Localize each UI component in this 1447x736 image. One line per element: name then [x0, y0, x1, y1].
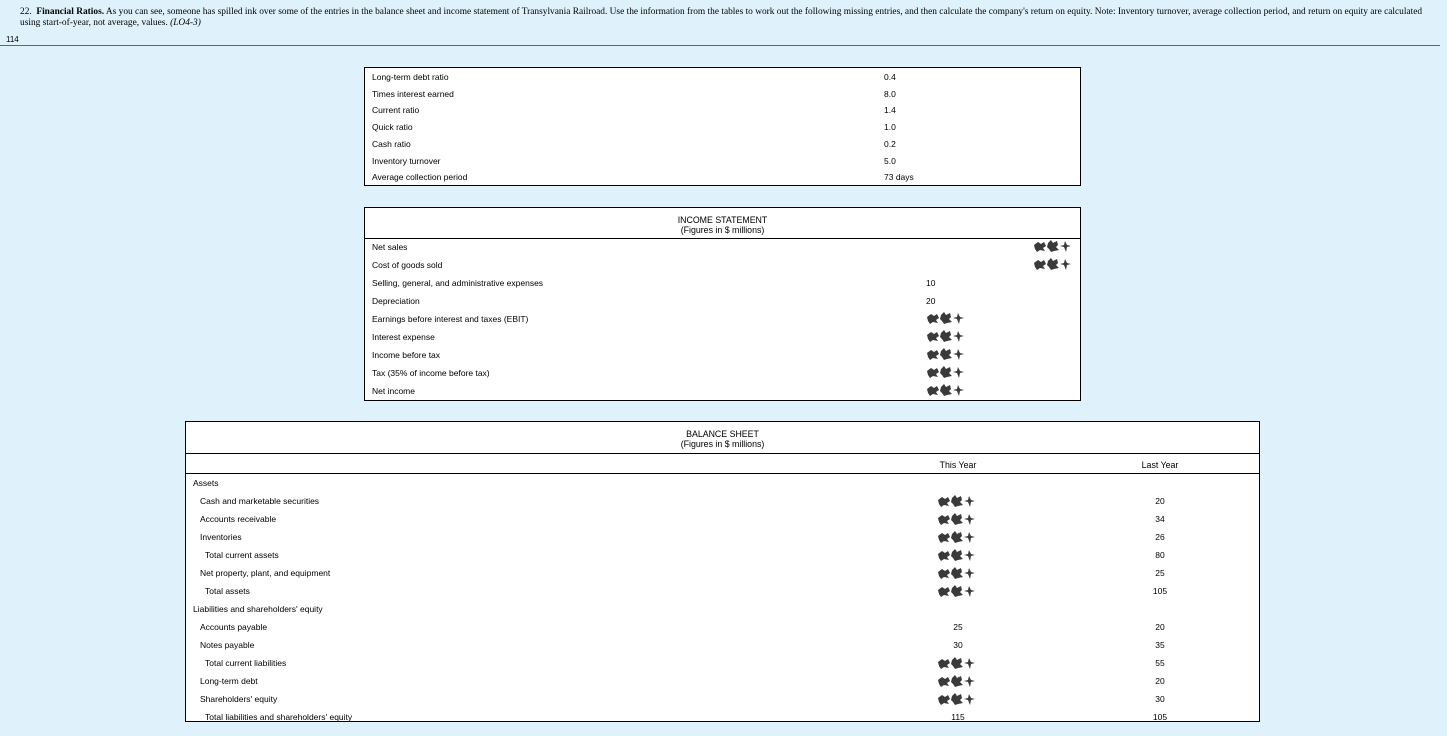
ratio-label: Times interest earned — [372, 88, 454, 99]
ratio-label: Current ratio — [372, 105, 420, 116]
ink-blot-icon — [925, 347, 965, 361]
income-statement-table — [364, 207, 1081, 401]
learning-objective: (LO4-3) — [170, 18, 201, 28]
last-year-value: 30 — [1155, 694, 1165, 704]
last-year-value: 105 — [1152, 712, 1168, 722]
ink-blot-icon — [925, 383, 965, 397]
ink-blot-icon — [1032, 257, 1072, 271]
ink-blot-icon — [936, 566, 976, 580]
balance-label: Total current assets — [205, 550, 279, 560]
ratio-value: 5.0 — [884, 155, 896, 166]
balance-label: Accounts receivable — [200, 514, 277, 524]
col-header-last-year: Last Year — [1141, 460, 1179, 470]
ratio-label: Cash ratio — [372, 138, 411, 149]
last-year-value: 20 — [1155, 622, 1165, 632]
ink-blot-icon — [936, 674, 976, 688]
income-label: Interest expense — [372, 332, 435, 342]
ink-blot-icon — [936, 584, 976, 598]
divider — [186, 453, 1259, 454]
balance-label: Cash and marketable securities — [200, 496, 320, 506]
ink-blot-icon — [936, 656, 976, 670]
income-label: Net sales — [372, 242, 408, 252]
this-year-value: 25 — [953, 622, 963, 632]
balance-label: Long-term debt — [200, 676, 258, 686]
balance-sheet-table — [185, 421, 1260, 722]
problem-number: 22. — [20, 7, 32, 17]
ratio-value: 8.0 — [884, 88, 896, 99]
balance-label: Shareholders' equity — [200, 694, 278, 704]
balance-label: Net property, plant, and equipment — [200, 568, 331, 578]
ink-blot-icon — [936, 692, 976, 706]
income-label: Tax (35% of income before tax) — [372, 368, 490, 378]
ink-blot-icon — [1032, 239, 1072, 253]
ink-blot-icon — [925, 311, 965, 325]
ratio-label: Inventory turnover — [372, 155, 441, 166]
last-year-value: 20 — [1155, 496, 1165, 506]
this-year-value: 115 — [951, 712, 965, 722]
ink-blot-icon — [936, 512, 976, 526]
balance-label: Notes payable — [200, 640, 255, 650]
balance-label: Total assets — [205, 586, 250, 596]
last-year-value: 80 — [1155, 550, 1165, 560]
ink-blot-icon — [925, 329, 965, 343]
last-year-value: 35 — [1155, 640, 1165, 650]
ratio-label: Quick ratio — [372, 122, 413, 133]
income-value: 10 — [926, 278, 936, 288]
ratios-table — [364, 67, 1081, 186]
ink-blot-icon — [925, 365, 965, 379]
income-label: Earnings before interest and taxes (EBIT) — [372, 314, 529, 324]
ratio-label: Average collection period — [372, 172, 468, 183]
income-statement-title: INCOME STATEMENT — [677, 215, 768, 225]
balance-sheet-subtitle: (Figures in $ millions) — [680, 439, 765, 449]
income-label: Income before tax — [372, 350, 441, 360]
last-year-value: 34 — [1155, 514, 1165, 524]
last-year-value: 55 — [1155, 658, 1165, 668]
balance-label: Assets — [193, 478, 219, 488]
ratio-value: 0.4 — [884, 72, 896, 82]
income-label: Cost of goods sold — [372, 260, 443, 270]
ratio-value: 0.2 — [884, 138, 896, 149]
last-year-value: 26 — [1155, 532, 1165, 542]
last-year-value: 25 — [1155, 568, 1165, 578]
problem-statement — [20, 7, 1440, 29]
balance-label: Inventories — [200, 532, 242, 542]
ink-blot-icon — [936, 530, 976, 544]
divider — [365, 238, 1080, 239]
problem-text: As you can see, someone has spilled ink over some of the entries in the balance sheet and income statement of Transylvania Railroad. Use the information from the tables to work out the following missing entries, and then calculate the company's return on equity. Note: Inventory turnover, average collection period, and return on equity are calculated using start-of-year, not average, values. — [20, 7, 1423, 28]
income-label: Net income — [372, 386, 415, 396]
ink-blot-icon — [936, 548, 976, 562]
last-year-value: 105 — [1152, 586, 1168, 596]
this-year-value: 30 — [953, 640, 963, 650]
last-year-value: 20 — [1155, 676, 1165, 686]
divider — [186, 473, 1259, 474]
income-label: Depreciation — [372, 296, 420, 306]
balance-label: Liabilities and shareholders' equity — [193, 604, 323, 614]
ratio-value: 73 days — [884, 172, 914, 183]
ratio-label: Long-term debt ratio — [372, 72, 449, 82]
balance-label: Accounts payable — [200, 622, 268, 632]
problem-title: Financial Ratios. — [36, 7, 105, 17]
ink-blot-icon — [936, 494, 976, 508]
income-statement-subtitle: (Figures in $ millions) — [680, 225, 765, 235]
balance-sheet-title: BALANCE SHEET — [686, 429, 759, 439]
divider — [0, 45, 1440, 46]
income-label: Selling, general, and administrative expenses — [372, 278, 544, 288]
ratio-value: 1.0 — [884, 122, 896, 133]
balance-label: Total liabilities and shareholders' equity — [205, 712, 353, 722]
income-value: 20 — [926, 296, 936, 306]
balance-label: Total current liabilities — [205, 658, 287, 668]
page-number: 114 — [6, 35, 19, 44]
col-header-this-year: This Year — [939, 460, 977, 470]
ratio-value: 1.4 — [884, 105, 896, 116]
